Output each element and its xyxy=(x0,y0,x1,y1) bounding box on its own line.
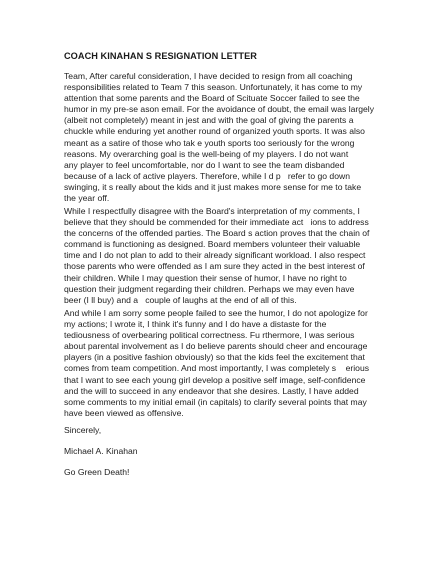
paragraph-3 xyxy=(64,308,384,419)
paragraph-line: While I respectfully disagree with the Board's interpretation of my comments, I xyxy=(64,206,360,216)
paragraph-line: that I want to see each young girl develop a positive self image, self-confidence xyxy=(64,374,366,385)
paragraph-line: those parents who were offended as I am sure they acted in the best interest of xyxy=(64,261,365,272)
paragraph-line: humor in my pre-se ason email. For the avoidance of doubt, the email was largely xyxy=(64,104,375,115)
paragraph-line: because of a lack of active players. Therefore, while I d p refer to go down xyxy=(64,170,350,181)
paragraph-line: chuckle while enduring yet another round of organized youth sports. It was also xyxy=(64,126,365,137)
paragraph-line: some comments to my initial email (in capitals) to clarify several points that may xyxy=(64,396,367,407)
paragraph-line: Team, After careful consideration, I have decided to resign from all coaching xyxy=(64,71,353,81)
paragraph-line: responsibilities related to Team 7 this season. Unfortunately, it has come to my xyxy=(64,82,363,93)
paragraph-line: the year off. xyxy=(64,193,110,204)
paragraph-line: believe that they should be commended for their immediate act ions to address xyxy=(64,217,369,228)
paragraph-line: the concerns of the offended parties. The Board s action proves that the chain of xyxy=(64,228,370,239)
paragraph-line: reasons. My overarching goal is the well-being of my players. I do not want xyxy=(64,148,349,159)
paragraph-line: command is functioning as designed. Board members volunteer their valuable xyxy=(64,239,361,250)
signature-name: Michael A. Kinahan xyxy=(64,446,138,456)
paragraph-line: beer (I ll buy) and a couple of laughs at the end of all of this. xyxy=(64,294,297,305)
paragraph-line: meant as a satire of those who tak e youth sports too seriously for the wrong xyxy=(64,137,355,148)
paragraph-line: tediousness of overbearing political correctness. Fu rthermore, I was serious xyxy=(64,330,355,341)
paragraph-line: their children. While I may question their sense of humor, I have no right to xyxy=(64,272,347,283)
closing-salutation: Sincerely, xyxy=(64,425,102,435)
paragraph-line: players (in a positive fashion obviously) so that the kids feel the excitement that xyxy=(64,352,365,363)
paragraph-line: (albeit not completely) meant in jest and with the goal of giving the parents a xyxy=(64,115,354,126)
paragraph-line: question their judgment regarding their children. Perhaps we may even have xyxy=(64,283,355,294)
paragraph-2 xyxy=(64,206,384,306)
paragraph-line: my actions; I wrote it, I think it's funny and I do have a distaste for the xyxy=(64,319,327,330)
paragraph-line: any player to feel uncomfortable, nor do I want to see the team disbanded xyxy=(64,159,345,170)
paragraph-line: comes from team competition. And most importantly, I was completely s erious xyxy=(64,363,370,374)
paragraph-line: time and I do not plan to add to their already significant workload. I also respect xyxy=(64,250,366,261)
paragraph-line: swinging, it s really about the kids and it just makes more sense for me to take xyxy=(64,181,362,192)
paragraph-line: And while I am sorry some people failed to see the humor, I do not apologize for xyxy=(64,308,368,318)
paragraph-1 xyxy=(64,71,384,204)
paragraph-line: about parental involvement as I do believe parents should cheer and encourage xyxy=(64,341,368,352)
letter-title: COACH KINAHAN S RESIGNATION LETTER xyxy=(64,51,257,61)
paragraph-line: and the will to succeed in any endeavor that she desires. Lastly, I have added xyxy=(64,385,359,396)
paragraph-line: attention that some parents and the Board of Scituate Soccer failed to see the xyxy=(64,93,360,104)
paragraph-line: have been viewed as offensive. xyxy=(64,407,184,418)
signoff-line: Go Green Death! xyxy=(64,467,130,477)
